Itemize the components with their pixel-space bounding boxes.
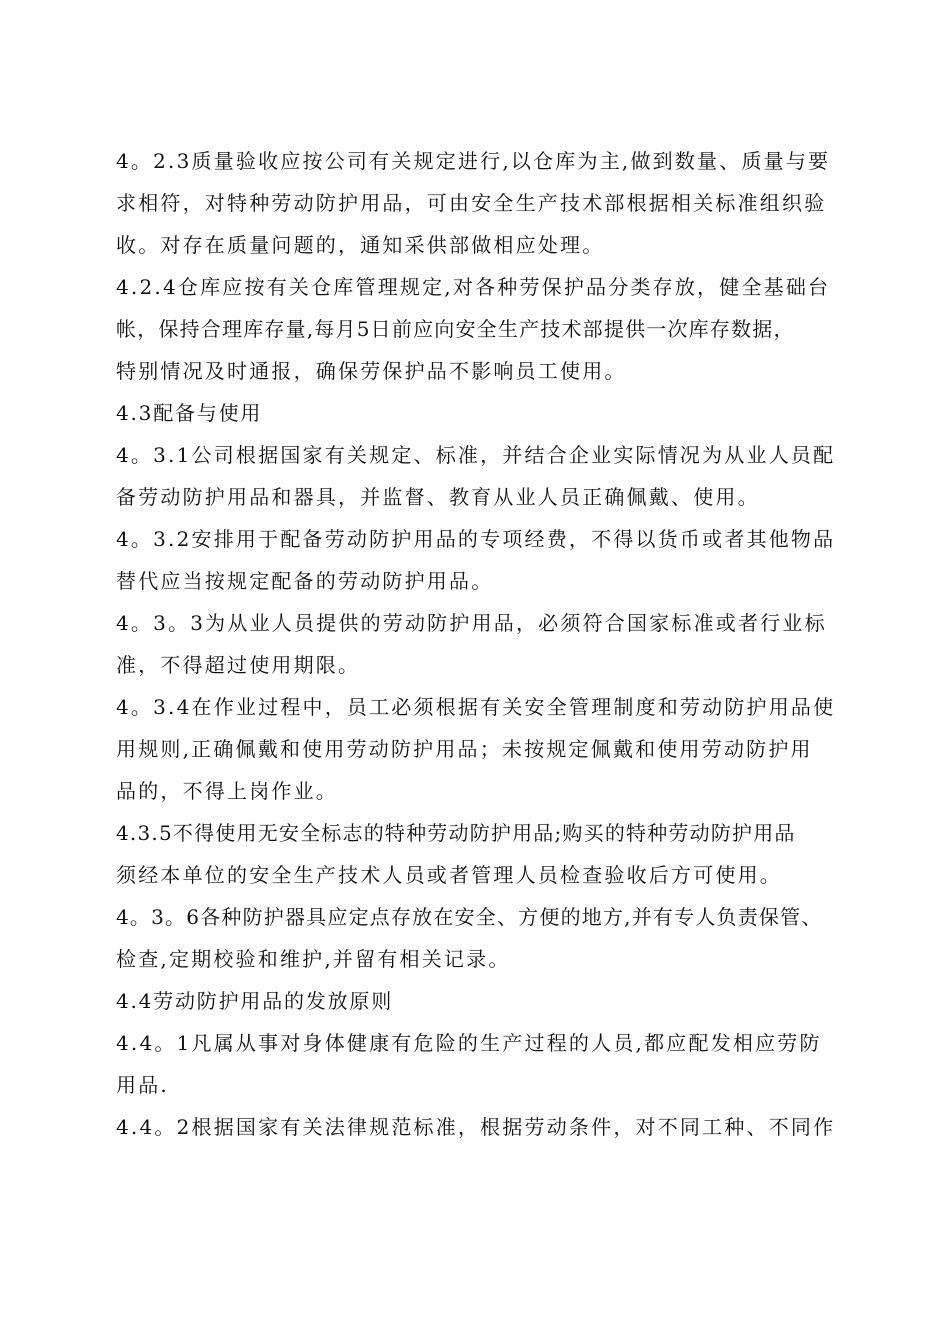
text-line-16: 品的，不得上岗作业。 (116, 779, 338, 803)
text-line-1: 4。2.3质量验收应按公司有关规定进行,以仓库为主,做到数量、质量与要 (116, 149, 831, 173)
text-line-18: 须经本单位的安全生产技术人员或者管理人员检查验收后方可使用。 (116, 863, 782, 887)
text-line-14: 4。3.4在作业过程中，员工必须根据有关安全管理制度和劳动防护用品使 (116, 695, 836, 719)
text-line-22: 4.4。1凡属从事对身体健康有危险的生产过程的人员,都应配发相应劳防 (116, 1031, 822, 1055)
text-line-9: 备劳动防护用品和器具，并监督、教育从业人员正确佩戴、使用。 (116, 485, 760, 509)
text-line-8: 4。3.1公司根据国家有关规定、标准，并结合企业实际情况为从业人员配 (116, 443, 836, 467)
section-heading-4-3: 4.3配备与使用 (116, 401, 263, 425)
text-line-11: 替代应当按规定配备的劳动防护用品。 (116, 569, 494, 593)
section-heading-4-4: 4.4劳动防护用品的发放原则 (116, 989, 394, 1013)
text-line-15: 用规则,正确佩戴和使用劳动防护用品；未按规定佩戴和使用劳动防护用 (116, 737, 813, 761)
text-line-20: 检查,定期校验和维护,并留有相关记录。 (116, 947, 511, 971)
text-line-19: 4。3。6各种防护器具应定点存放在安全、方便的地方,并有专人负责保管、 (116, 905, 823, 929)
text-line-2: 求相符，对特种劳动防护用品，可由安全生产技术部根据相关标准组织验 (116, 191, 827, 215)
text-line-13: 准，不得超过使用期限。 (116, 653, 361, 677)
text-line-10: 4。3.2安排用于配备劳动防护用品的专项经费，不得以货币或者其他物品 (116, 527, 836, 551)
text-line-3: 收。对存在质量问题的，通知采供部做相应处理。 (116, 233, 605, 257)
text-line-5: 帐，保持合理库存量,每月5日前应向安全生产技术部提供一次库存数据， (116, 317, 795, 341)
text-line-23: 用品. (116, 1073, 169, 1097)
document-body (116, 140, 846, 1148)
text-line-24: 4.4。2根据国家有关法律规范标准，根据劳动条件，对不同工种、不同作 (116, 1115, 836, 1139)
text-line-4: 4.2.4仓库应按有关仓库管理规定,对各种劳保护品分类存放，健全基础台 (116, 275, 831, 299)
text-line-6: 特别情况及时通报，确保劳保护品不影响员工使用。 (116, 359, 627, 383)
text-line-12: 4。3。3为从业人员提供的劳动防护用品，必须符合国家标准或者行业标 (116, 611, 827, 635)
text-line-17: 4.3.5不得使用无安全标志的特种劳动防护用品;购买的特种劳动防护用品 (116, 821, 796, 845)
